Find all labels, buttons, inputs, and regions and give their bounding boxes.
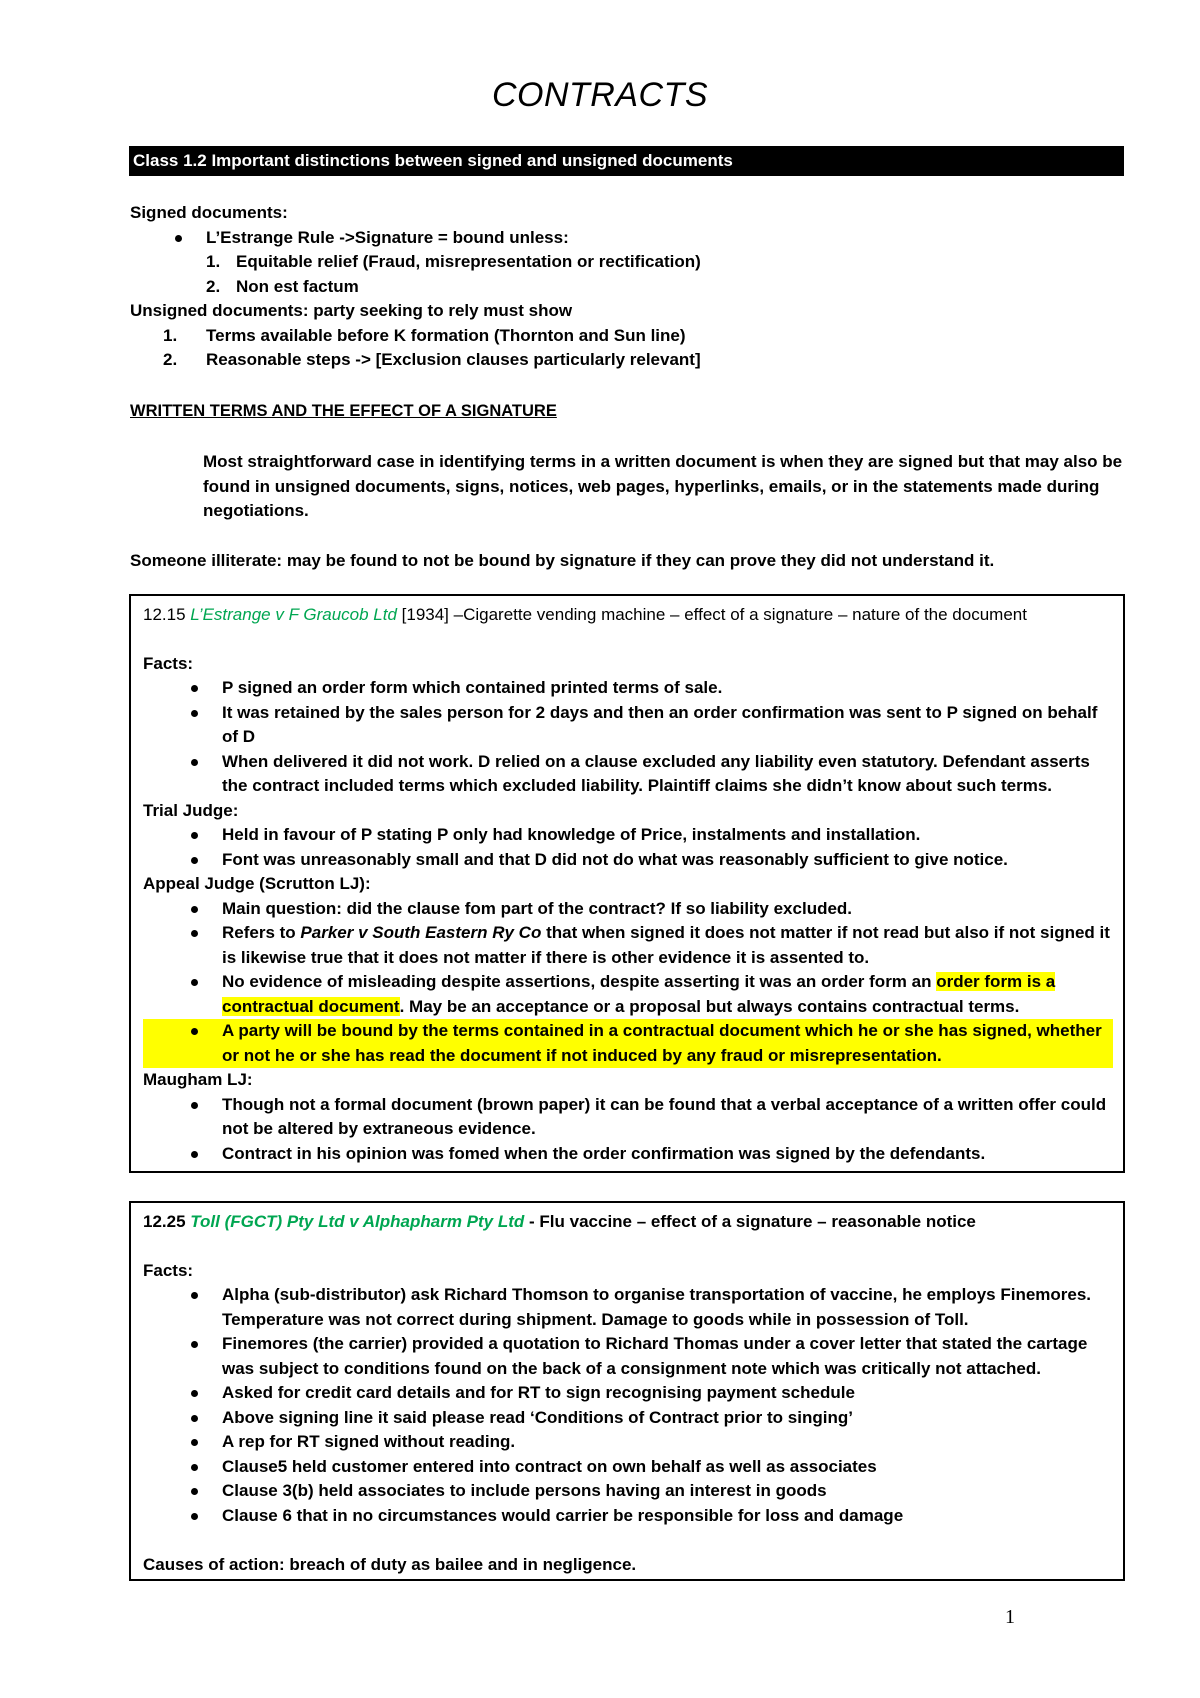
facts-label: Facts:: [143, 653, 194, 673]
list-item: Font was unreasonably small and that D did not do what was reasonably sufficient to give notice.: [143, 848, 1113, 873]
bullet-icon: [191, 832, 198, 839]
bullet-icon: [191, 1102, 198, 1109]
list-item: A rep for RT signed without reading.: [143, 1430, 1113, 1455]
case-name: L’Estrange v F Graucob Ltd: [190, 605, 397, 624]
list-item: Above signing line it said please read ‘Conditions of Contract prior to singing’: [143, 1406, 1113, 1431]
appeal-label: Appeal Judge (Scrutton LJ):: [143, 874, 371, 893]
case-name: Toll (FGCT) Pty Ltd v Alphapharm Pty Ltd: [190, 1212, 525, 1231]
bullet-icon: [191, 710, 198, 717]
list-item: 1. Equitable relief (Fraud, misrepresentation or rectification): [206, 252, 701, 271]
list-item: Clause 6 that in no circumstances would carrier be responsible for loss and damage: [143, 1504, 1113, 1529]
bullet-icon: [191, 685, 198, 692]
facts-label: Facts:: [143, 1260, 194, 1280]
list-item: Held in favour of P stating P only had knowledge of Price, instalments and installation.: [143, 823, 1113, 848]
list-item: Main question: did the clause fom part of the contract? If so liability excluded.: [143, 897, 1113, 922]
bullet-icon: [191, 1390, 198, 1397]
bullet-icon: [191, 759, 198, 766]
paragraph: Most straightforward case in identifying terms in a written document is when they are signed but that may also be found in unsigned documents, signs, notices, web pages, hyperlinks, emails, or in the statements made during negotiations.: [203, 452, 1123, 520]
list-item-highlighted: A party will be bound by the terms contained in a contractual document which he or she has signed, whether or not he or she has read the document if not induced by any fraud or misrepresentation.: [143, 1019, 1113, 1068]
cited-case: Parker v South Eastern Ry Co: [300, 923, 542, 942]
trial-label: Trial Judge:: [143, 800, 239, 820]
bullet-icon: [175, 235, 182, 242]
causes-of-action: Causes of action: breach of duty as bailee and in negligence.: [143, 1554, 637, 1574]
bullet-icon: [191, 979, 198, 986]
bullet-icon: [191, 1028, 198, 1035]
bullet-icon: [191, 1415, 198, 1422]
list-item: Refers to Parker v South Eastern Ry Co that when signed it does not matter if not read but also if not signed it is likewise true that it does not matter if there is other evidence it is assented to.: [143, 921, 1113, 970]
bullet-icon: [191, 1292, 198, 1299]
paragraph: Someone illiterate: may be found to not be bound by signature if they can prove they did not understand it.: [130, 551, 995, 570]
maugham-label: Maugham LJ:: [143, 1070, 253, 1089]
list-item: Though not a formal document (brown paper) it can be found that a verbal acceptance of a written offer could not be altered by extraneous evidence.: [143, 1093, 1113, 1142]
list-item: Contract in his opinion was fomed when the order confirmation was signed by the defendants.: [143, 1142, 1113, 1167]
section-heading: WRITTEN TERMS AND THE EFFECT OF A SIGNATURE: [130, 402, 557, 420]
list-item: No evidence of misleading despite assertions, despite asserting it was an order form an order form is a contractual document. May be an acceptance or a proposal but always contains contractual terms.: [143, 970, 1113, 1019]
list-item: Finemores (the carrier) provided a quotation to Richard Thomas under a cover letter that stated the cartage was subject to conditions found on the back of a consignment note which was critically not attached.: [143, 1332, 1113, 1381]
bullet-icon: [191, 930, 198, 937]
list-item: Alpha (sub-distributor) ask Richard Thomson to organise transportation of vaccine, he employs Finemores. Temperature was not correct during shipment. Damage to goods while in possession of Toll.: [143, 1283, 1113, 1332]
case-box-lestrange: [129, 594, 1125, 1173]
list-item: 2. Non est factum: [206, 276, 359, 296]
list-item: 2. Reasonable steps -> [Exclusion clauses particularly relevant]: [163, 350, 701, 369]
bullet-icon: [191, 1513, 198, 1520]
case-heading: 12.15 L’Estrange v F Graucob Ltd [1934] –Cigarette vending machine – effect of a signature – nature of the document: [143, 605, 1027, 624]
list-item: Asked for credit card details and for RT to sign recognising payment schedule: [143, 1381, 1113, 1406]
list-item: It was retained by the sales person for 2 days and then an order confirmation was sent to P signed on behalf of D: [143, 701, 1113, 750]
list-item: When delivered it did not work. D relied on a clause excluded any liability even statutory. Defendant asserts the contract included terms which excluded liability. Plaintiff claims she didn’t know about such terms.: [143, 750, 1113, 799]
unsigned-label: Unsigned documents: party seeking to rely must show: [130, 301, 573, 320]
list-item: L’Estrange Rule ->Signature = bound unless:: [130, 226, 1110, 251]
page-title: CONTRACTS: [491, 76, 709, 114]
summary-section: [130, 201, 1110, 373]
bullet-icon: [191, 906, 198, 913]
case-heading: 12.25 Toll (FGCT) Pty Ltd v Alphapharm Pty Ltd - Flu vaccine – effect of a signature – reasonable notice: [143, 1212, 976, 1231]
bullet-icon: [191, 857, 198, 864]
bullet-icon: [191, 1488, 198, 1495]
page-number: 1: [1005, 1606, 1015, 1628]
case-box-toll: [129, 1201, 1125, 1581]
list-item: Clause5 held customer entered into contract on own behalf as well as associates: [143, 1455, 1113, 1480]
list-item: 1. Terms available before K formation (Thornton and Sun line): [163, 325, 686, 345]
signed-label: Signed documents:: [130, 203, 288, 222]
list-item: P signed an order form which contained printed terms of sale.: [143, 676, 1113, 701]
bullet-icon: [191, 1464, 198, 1471]
list-item: Clause 3(b) held associates to include persons having an interest in goods: [143, 1479, 1113, 1504]
bullet-icon: [191, 1439, 198, 1446]
class-heading-bar: Class 1.2 Important distinctions between signed and unsigned documents: [129, 146, 1124, 176]
bullet-icon: [191, 1341, 198, 1348]
bullet-icon: [191, 1151, 198, 1158]
highlighted-text: order form is a contractual document: [222, 972, 1056, 1016]
